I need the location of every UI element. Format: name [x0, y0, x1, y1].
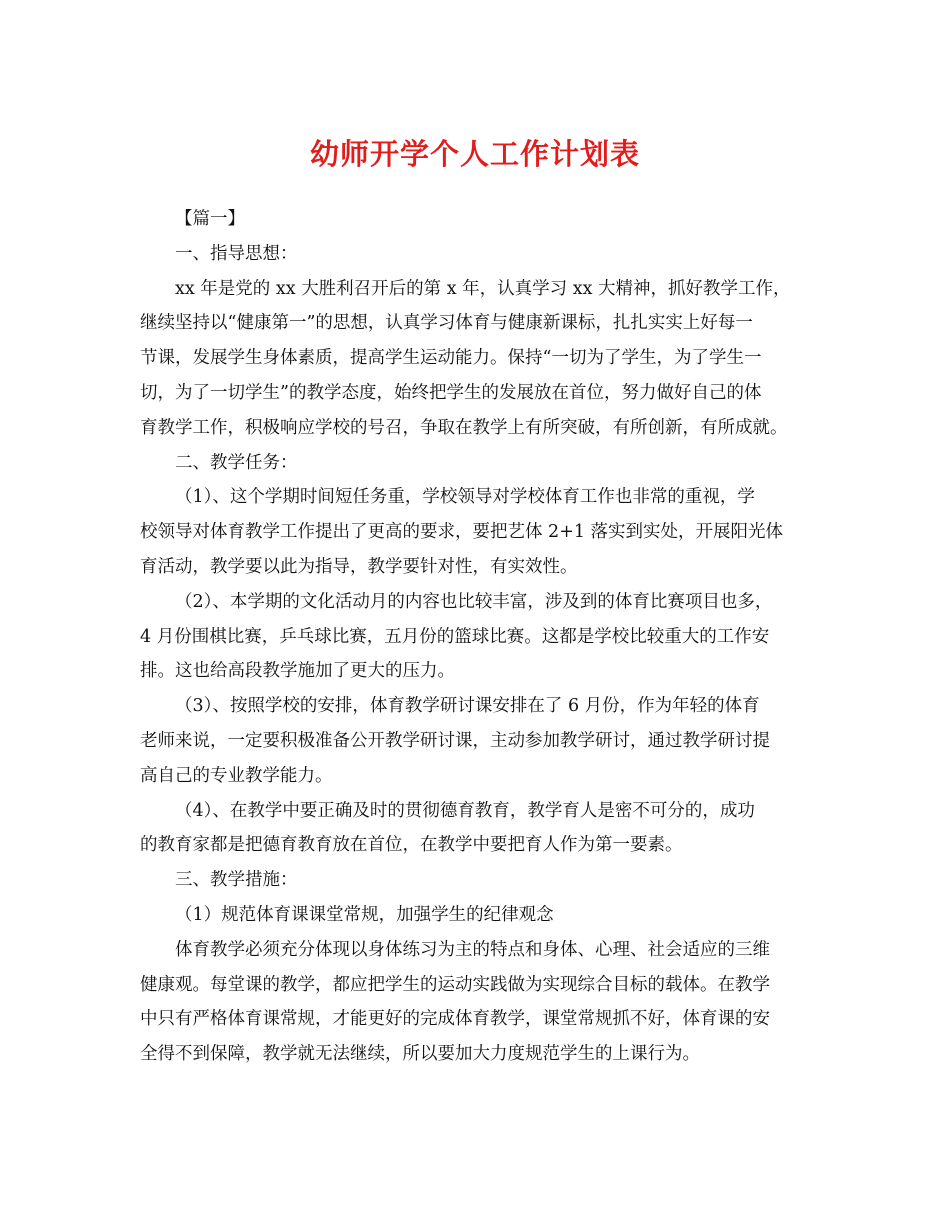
section-heading-guiding-thought: 一、指导思想： — [175, 243, 298, 264]
text-line: 继续坚持以“健康第一”的思想，认真学习体育与健康新课标，扎扎实实上好每一 — [140, 313, 753, 334]
text-line: 排。这也给高段教学施加了更大的压力。 — [140, 661, 455, 682]
text-line: 切，为了一切学生”的教学态度，始终把学生的发展放在首位，努力做好自己的体 — [140, 382, 762, 403]
paragraph-guiding-thought — [140, 272, 820, 446]
text-line: （4）、在教学中要正确及时的贯彻德育教育，教学育人是密不可分的，成功 — [175, 800, 755, 821]
text-line: 的教育家都是把德育教育放在首位，在教学中要把育人作为第一要素。 — [140, 835, 683, 856]
task-item-3 — [140, 689, 820, 793]
text-line: 4 月份围棋比赛，乒乓球比赛，五月份的篮球比赛。这都是学校比较重大的工作安 — [140, 626, 770, 647]
text-line: （3）、按照学校的安排，体育教学研讨课安排在了 6 月份，作为年轻的体育 — [175, 696, 760, 717]
text-line: （1）、这个学期时间短任务重，学校领导对学校体育工作也非常的重视，学 — [175, 487, 755, 508]
text-line: 校领导对体育教学工作提出了更高的要求，要把艺体 2+1 落实到实处，开展阳光体 — [140, 522, 784, 543]
section-heading-teaching-tasks: 二、教学任务： — [175, 452, 298, 473]
document-title: 幼师开学个人工作计划表 — [309, 137, 640, 171]
text-line: 节课，发展学生身体素质，提高学生运动能力。保持“一切为了学生，为了学生一 — [140, 348, 762, 369]
part-label: 【篇一】 — [175, 209, 245, 229]
task-item-2 — [140, 585, 820, 689]
text-line: 高自己的专业教学能力。 — [140, 765, 333, 786]
section-heading-teaching-measures: 三、教学措施： — [175, 870, 298, 891]
text-line: （2）、本学期的文化活动月的内容也比较丰富，涉及到的体育比赛项目也多， — [175, 591, 773, 612]
document-body — [140, 202, 820, 1072]
text-line: xx 年是党的 xx 大胜利召开后的第 x 年，认真学习 xx 大精神，抓好教学工作， — [175, 278, 791, 299]
text-line: 体育教学必须充分体现以身体练习为主的特点和身体、心理、社会适应的三维 — [175, 939, 770, 960]
subheading-classroom-rules: （1）规范体育课课堂常规，加强学生的纪律观念 — [175, 904, 554, 925]
text-line: 老师来说，一定要积极准备公开教学研讨课，主动参加教学研讨，通过教学研讨提 — [140, 730, 770, 751]
text-line: 健康观。每堂课的教学，都应把学生的运动实践做为实现综合目标的载体。在教学 — [140, 974, 770, 995]
text-line: 育教学工作，积极响应学校的号召，争取在教学上有所突破，有所创新，有所成就。 — [140, 417, 788, 438]
paragraph-teaching-measures — [140, 933, 820, 1072]
text-line: 育活动，教学要以此为指导，教学要针对性，有实效性。 — [140, 556, 578, 577]
text-line: 全得不到保障，教学就无法继续，所以要加大力度规范学生的上课行为。 — [140, 1044, 700, 1065]
text-line: 中只有严格体育课常规，才能更好的完成体育教学，课堂常规抓不好，体育课的安 — [140, 1009, 770, 1030]
task-item-4 — [140, 794, 820, 864]
task-item-1 — [140, 480, 820, 584]
